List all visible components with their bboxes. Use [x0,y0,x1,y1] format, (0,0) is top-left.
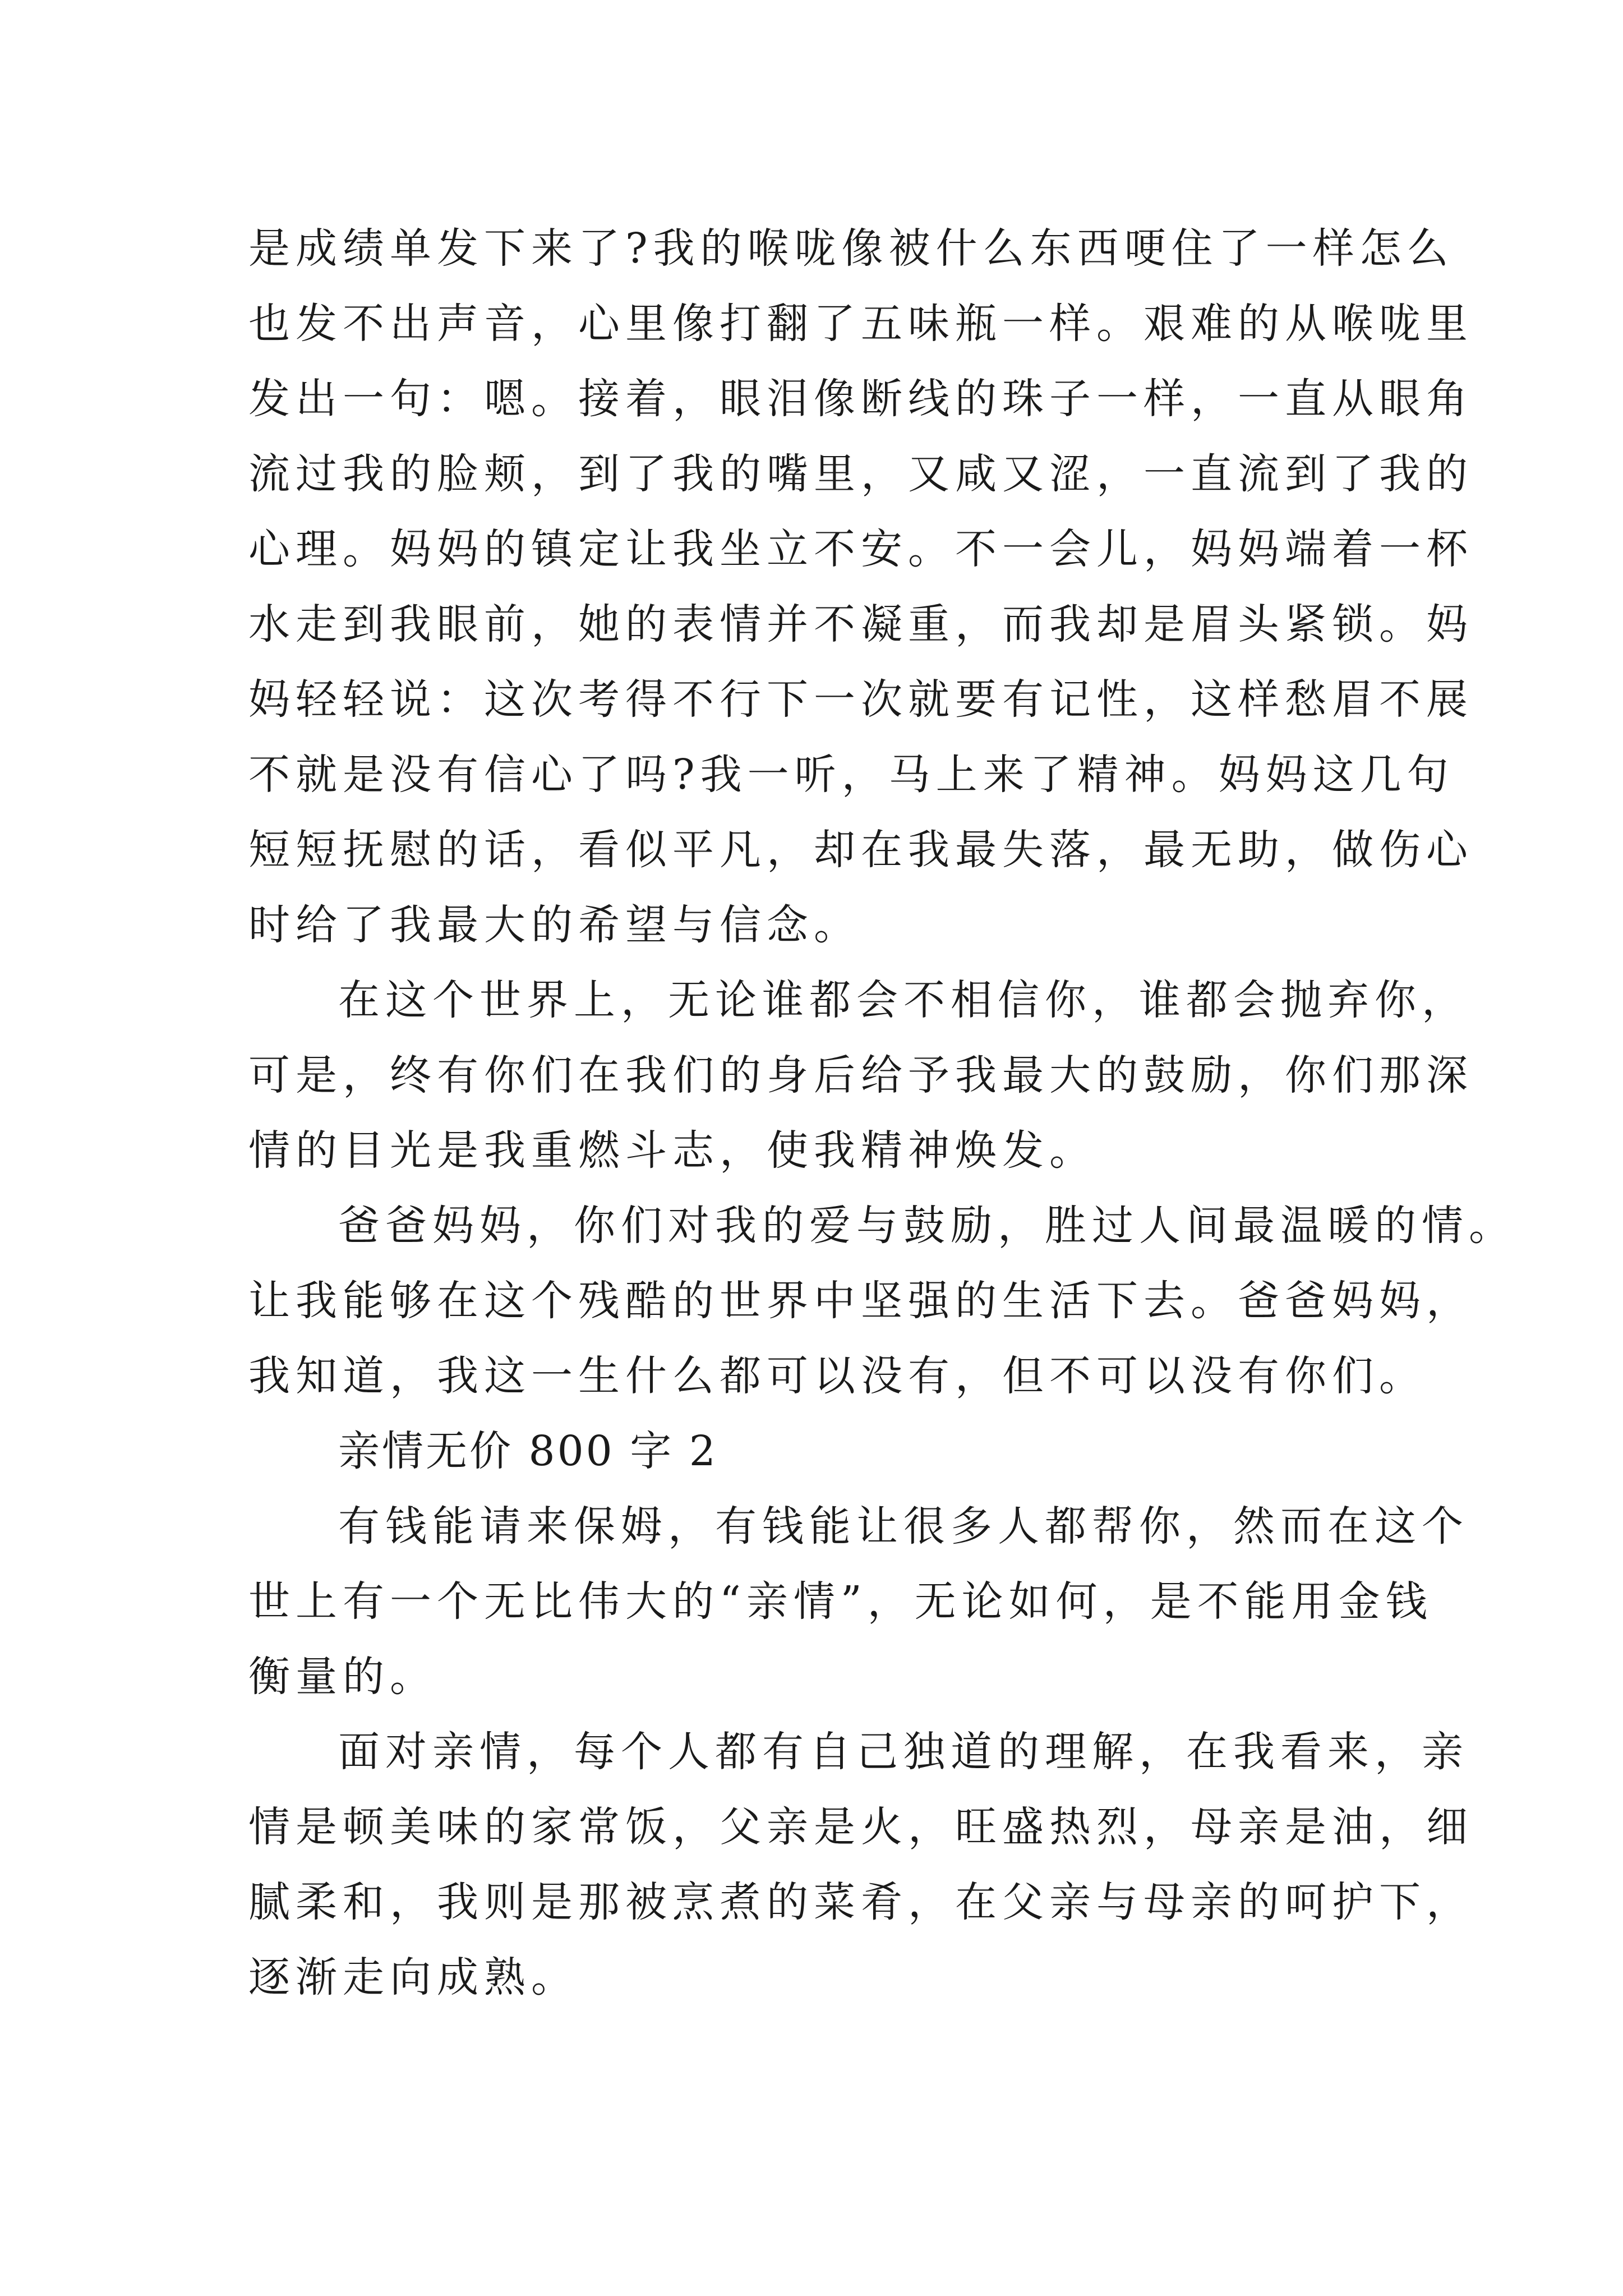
text-line: 水走到我眼前，她的表情并不凝重，而我却是眉头紧锁。妈 [248,600,1473,648]
text-line: 也发不出声音，心里像打翻了五味瓶一样。艰难的从喉咙里 [248,300,1473,348]
text-line: 是成绩单发下来了?我的喉咙像被什么东西哽住了一样怎么 [248,224,1454,273]
text-line: 腻柔和，我则是那被烹煮的菜肴，在父亲与母亲的呵护下， [248,1878,1473,1926]
text-line: 逐渐走向成熟。 [248,1953,578,2001]
paragraph-first-line: 面对亲情，每个人都有自己独道的理解，在我看来，亲 [338,1728,1469,1776]
paragraph-first-line: 在这个世界上，无论谁都会不相信你，谁都会抛弃你， [338,976,1469,1024]
text-line: 流过我的脸颊，到了我的嘴里，又咸又涩，一直流到了我的 [248,450,1473,498]
text-line: 我知道，我这一生什么都可以没有，但不可以没有你们。 [248,1352,1426,1400]
text-line: 情是顿美味的家常饭，父亲是火，旺盛热烈，母亲是油，细 [248,1803,1473,1851]
paragraph-first-line: 有钱能请来保姆，有钱能让很多人都帮你，然而在这个 [338,1502,1469,1550]
text-line: 情的目光是我重燃斗志，使我精神焕发。 [248,1126,1096,1175]
paragraph-first-line: 爸爸妈妈，你们对我的爱与鼓励，胜过人间最温暖的情。 [338,1202,1516,1250]
text-line: 让我能够在这个残酷的世界中坚强的生活下去。爸爸妈妈， [248,1277,1473,1325]
text-line: 可是，终有你们在我们的身后给予我最大的鼓励，你们那深 [248,1051,1473,1099]
text-line: 世上有一个无比伟大的“亲情”，无论如何，是不能用金钱 [248,1577,1433,1626]
text-line: 心理。妈妈的镇定让我坐立不安。不一会儿，妈妈端着一杯 [248,525,1473,573]
text-line: 妈轻轻说：这次考得不行下一次就要有记性，这样愁眉不展 [248,675,1473,724]
text-line: 不就是没有信心了吗?我一听，马上来了精神。妈妈这几句 [248,751,1454,799]
section-heading: 亲情无价 800 字 2 [338,1427,718,1475]
text-line: 发出一句：嗯。接着，眼泪像断线的珠子一样，一直从眼角 [248,375,1473,423]
text-line: 时给了我最大的希望与信念。 [248,901,861,949]
text-line: 衡量的。 [248,1653,437,1701]
text-line: 短短抚慰的话，看似平凡，却在我最失落，最无助，做伤心 [248,826,1473,874]
